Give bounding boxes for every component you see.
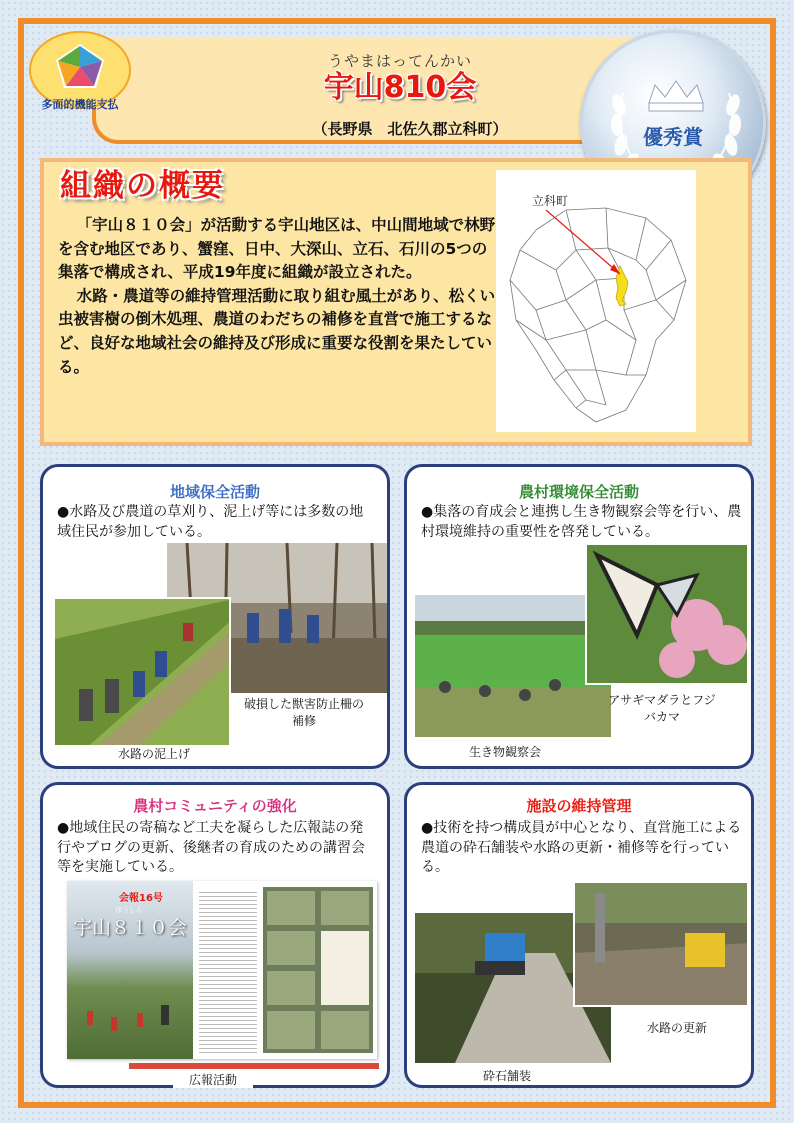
newsletter-bottom-bar	[129, 1063, 379, 1069]
photo-caption: 破損した獣害防止柵の補修	[239, 695, 369, 729]
multifunction-logo	[26, 30, 134, 114]
photo-caption: 水路の更新	[637, 1019, 717, 1036]
panel-facility-maintenance	[404, 782, 754, 1088]
photo-caption: 生き物観察会	[455, 743, 555, 760]
award-label: 優秀賞	[643, 125, 703, 149]
prefecture-map-icon	[496, 170, 696, 432]
panel-title: 地域保全活動	[169, 483, 260, 501]
page-title: 宇山810会	[323, 70, 477, 105]
location-map	[496, 170, 696, 432]
logo-text: 多面的機能支払	[41, 98, 119, 111]
newsletter-photo-collage	[263, 887, 373, 1053]
photo-caption: 水路の泥上げ	[99, 745, 209, 762]
newsletter-cover	[67, 881, 193, 1059]
photo-caption: アサギマダラとフジバカマ	[608, 693, 716, 724]
newsletter-issue: 会報16号	[119, 893, 163, 904]
panel-title: 農村環境保全活動	[518, 483, 639, 501]
newsletter-spread	[67, 881, 377, 1059]
panel-title: 施設の維持管理	[526, 797, 632, 815]
newsletter-ruby: ほうしん	[115, 906, 143, 914]
overview-heading: 組織の概要	[60, 168, 225, 204]
photo-nature-observation	[415, 595, 611, 737]
photo-channel-renewal	[573, 881, 749, 1007]
panel-text: ●水路及び農道の草刈り、泥上げ等には多数の地域住民が参加している。	[57, 504, 364, 540]
panel-regional-conservation	[40, 464, 390, 769]
title-furigana: うやまはってんかい	[327, 52, 472, 70]
panel-rural-environment	[404, 464, 754, 769]
overview-text	[58, 214, 498, 379]
newsletter-text-columns	[199, 889, 257, 1053]
panel-text: ●地域住民の寄稿など工夫を凝らした広報誌の発行やブログの更新、後継者の育成のための講習会等を実施している。	[57, 820, 365, 876]
overview-paragraph: 水路・農道等の維持管理活動に取り組む風土があり、松くい虫被害樹の倒木処理、農道のわだちの補修を直営で施工するなど、良好な地域社会の維持及び形成に重要な役割を果たしている。	[58, 286, 496, 376]
photo-butterfly-flowers	[585, 543, 749, 685]
map-label: 立科町	[532, 194, 569, 208]
photo-ditch-cleaning	[53, 597, 231, 747]
photo-caption: 広報活動	[173, 1071, 253, 1088]
panel-text: ●技術を持つ構成員が中心となり、直営施工による農道の砕石舗装や水路の更新・補修等を行っている。	[421, 820, 742, 876]
photo-caption: 砕石舗装	[477, 1067, 537, 1084]
panel-title: 農村コミュニティの強化	[133, 797, 297, 815]
newsletter-title: 宇山８１０会	[73, 917, 188, 939]
overview-paragraph: 「宇山８１０会」が活動する宇山地区は、中山間地域で林野を含む地区であり、蟹窪、日中、大深山、立石、石川の5つの集落で構成され、平成19年度に組織が設立された。	[58, 216, 496, 282]
location-label: （長野県 北佐久郡立科町）	[312, 120, 508, 138]
panel-community-strengthening	[40, 782, 390, 1088]
panel-text: ●集落の育成会と連携し生き物観察会等を行い、農村環境維持の重要性を啓発している。	[421, 504, 742, 540]
